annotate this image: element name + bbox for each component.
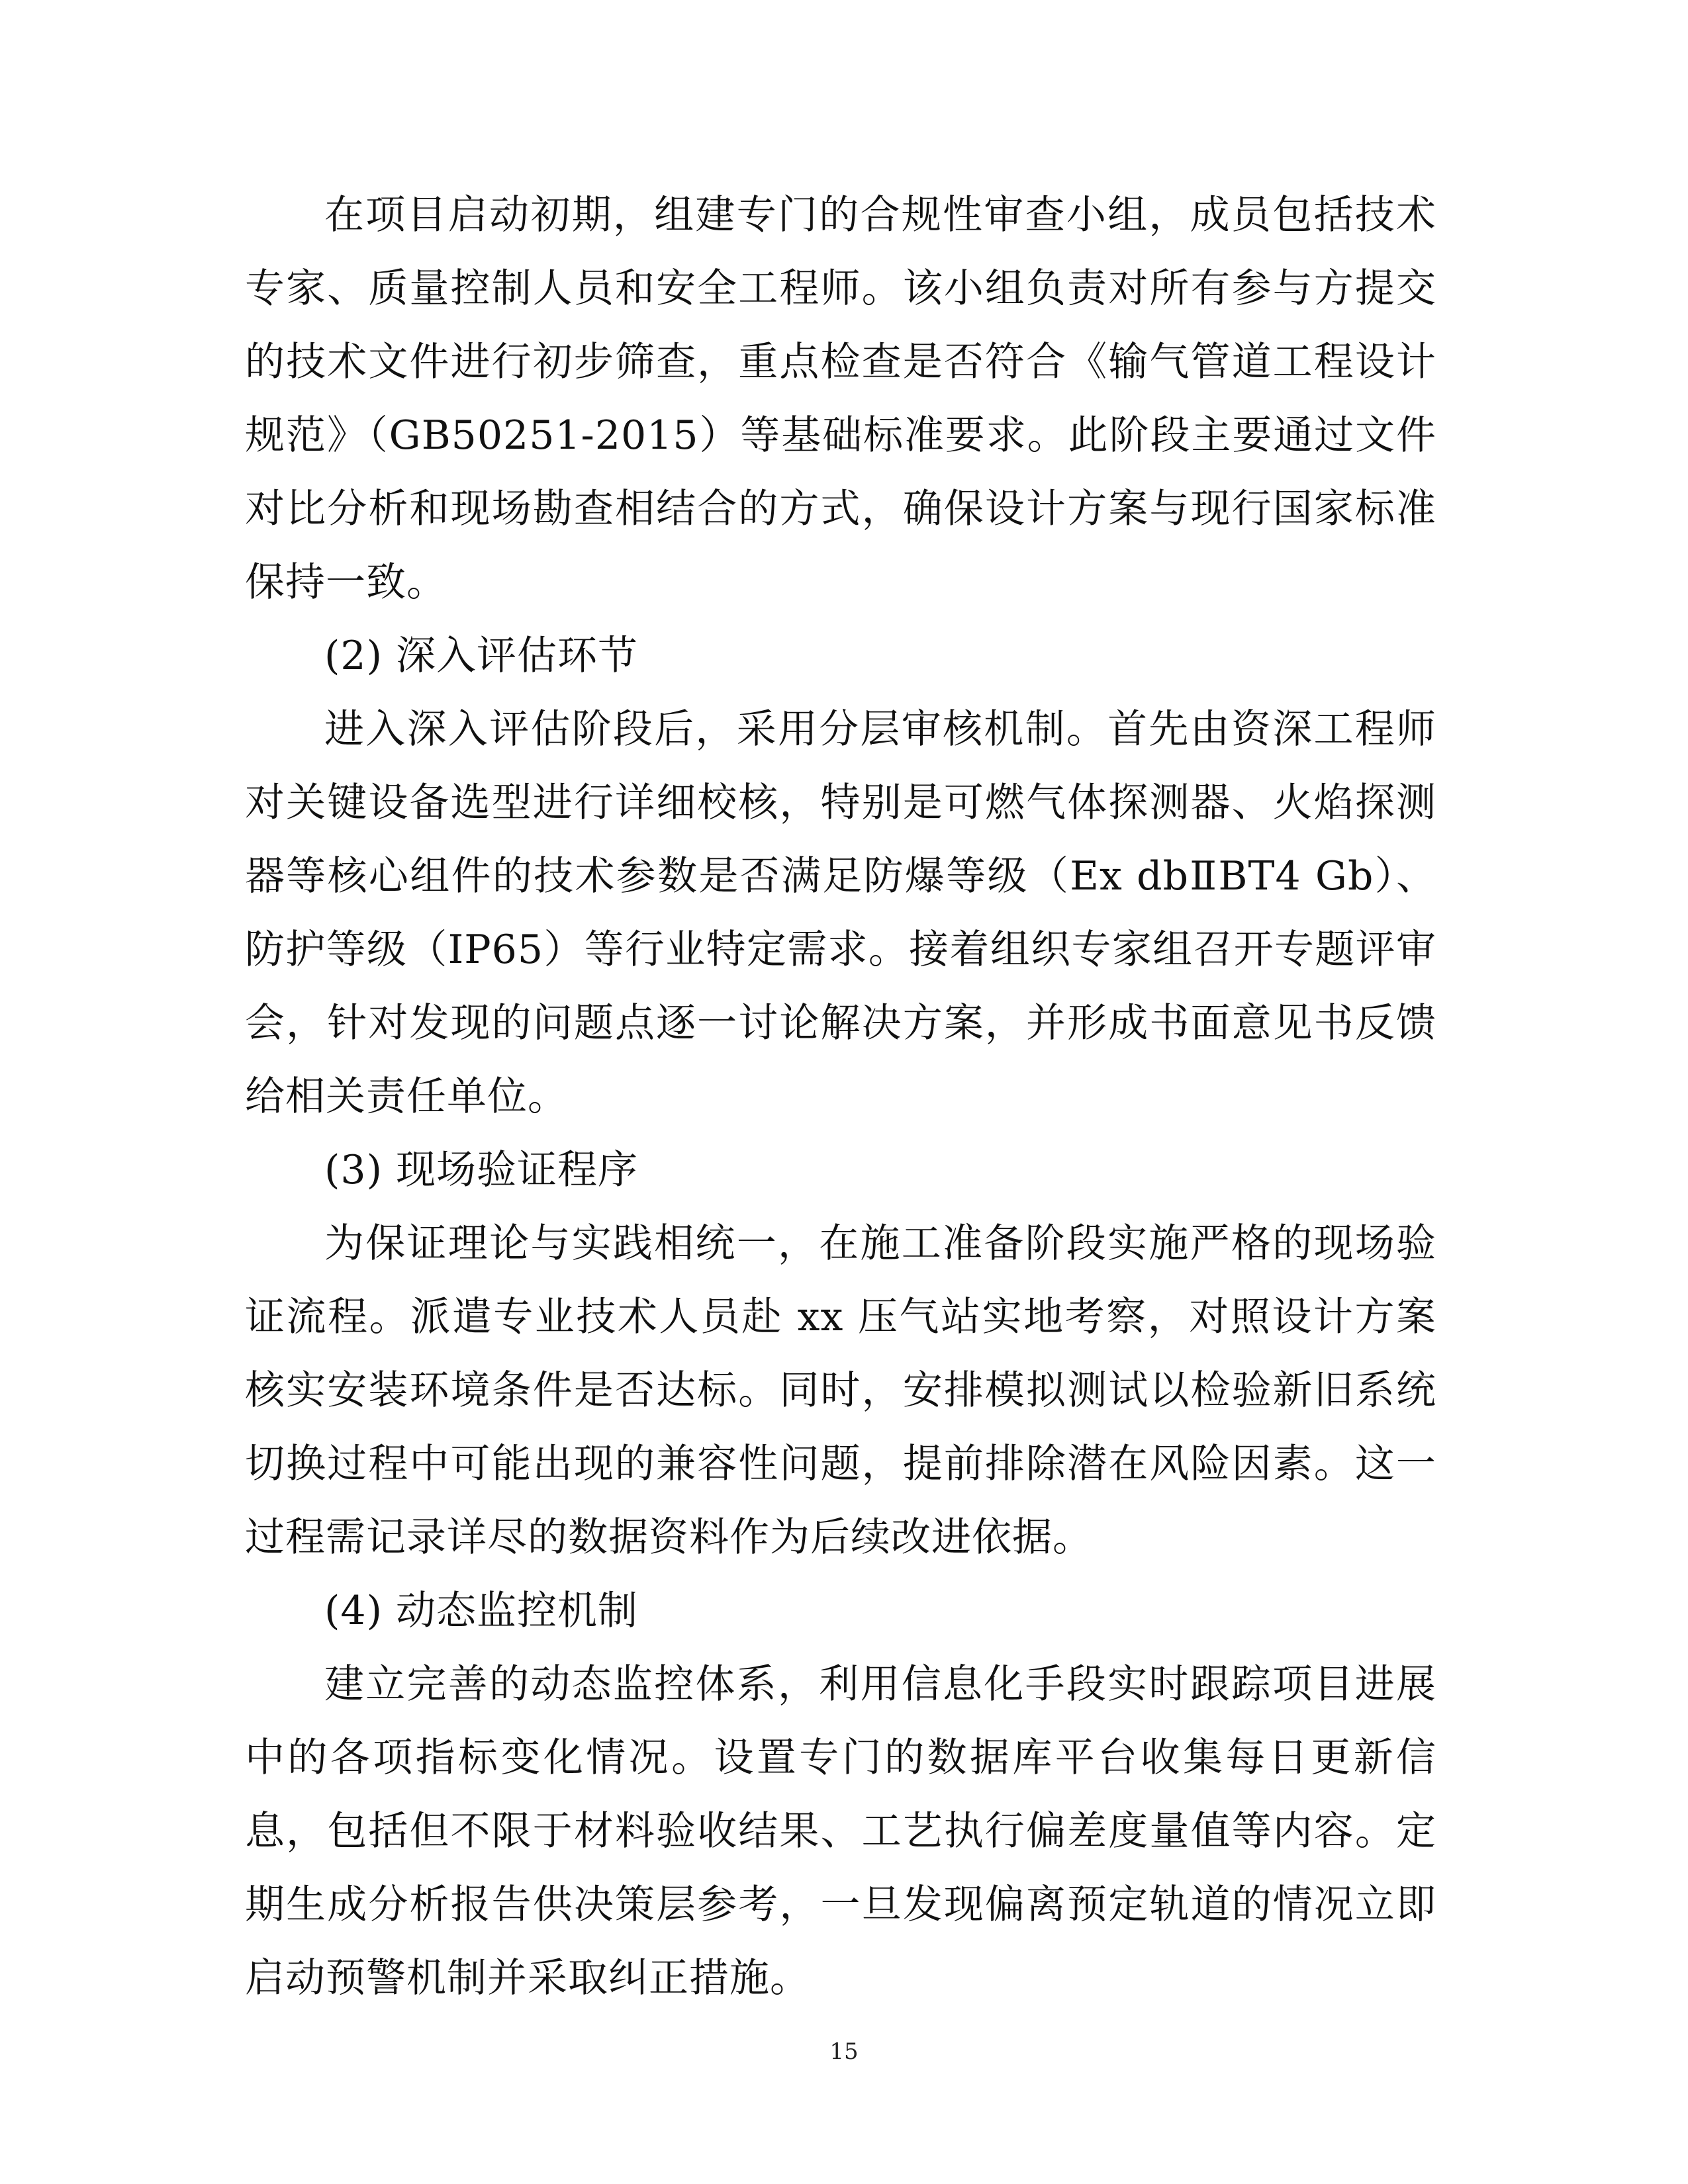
- paragraph-compliance-review: 在项目启动初期，组建专门的合规性审查小组，成员包括技术专家、质量控制人员和安全工程师。该小组负责对所有参与方提交的技术文件进行初步筛查，重点检查是否符合《输气管道工程设计规范》（GB50251-2015）等基础标准要求。此阶段主要通过文件对比分析和现场勘查相结合的方式，确保设计方案与现行国家标准保持一致。: [245, 192, 1436, 606]
- paragraph-dynamic-monitoring: 建立完善的动态监控体系，利用信息化手段实时跟踪项目进展中的各项指标变化情况。设置专门的数据库平台收集每日更新信息，包括但不限于材料验收结果、工艺执行偏差度量值等内容。定期生成分析报告供决策层参考，一旦发现偏离预定轨道的情况立即启动预警机制并采取纠正措施。: [245, 1661, 1436, 2001]
- paragraph-site-verification: 为保证理论与实践相统一，在施工准备阶段实施严格的现场验证流程。派遣专业技术人员赴 xx 压气站实地考察，对照设计方案核实安装环境条件是否达标。同时，安排模拟测试以检验新旧系统切换过程中可能出现的兼容性问题，提前排除潜在风险因素。这一过程需记录详尽的数据资料作为后续改进依据。: [245, 1220, 1436, 1561]
- paragraph-in-depth-assessment: 进入深入评估阶段后，采用分层审核机制。首先由资深工程师对关键设备选型进行详细校核，特别是可燃气体探测器、火焰探测器等核心组件的技术参数是否满足防爆等级（Ex dbⅡBT4 Gb）、防护等级（IP65）等行业特定需求。接着组织专家组召开专题评审会，针对发现的问题点逐一讨论解决方案，并形成书面意见书反馈给相关责任单位。: [245, 706, 1436, 1120]
- page-number: 15: [829, 2038, 859, 2065]
- heading-in-depth-assessment: (2) 深入评估环节: [324, 633, 639, 679]
- body-text: [245, 179, 1436, 2015]
- heading-site-verification: (3) 现场验证程序: [324, 1147, 639, 1193]
- heading-dynamic-monitoring: (4) 动态监控机制: [324, 1588, 639, 1634]
